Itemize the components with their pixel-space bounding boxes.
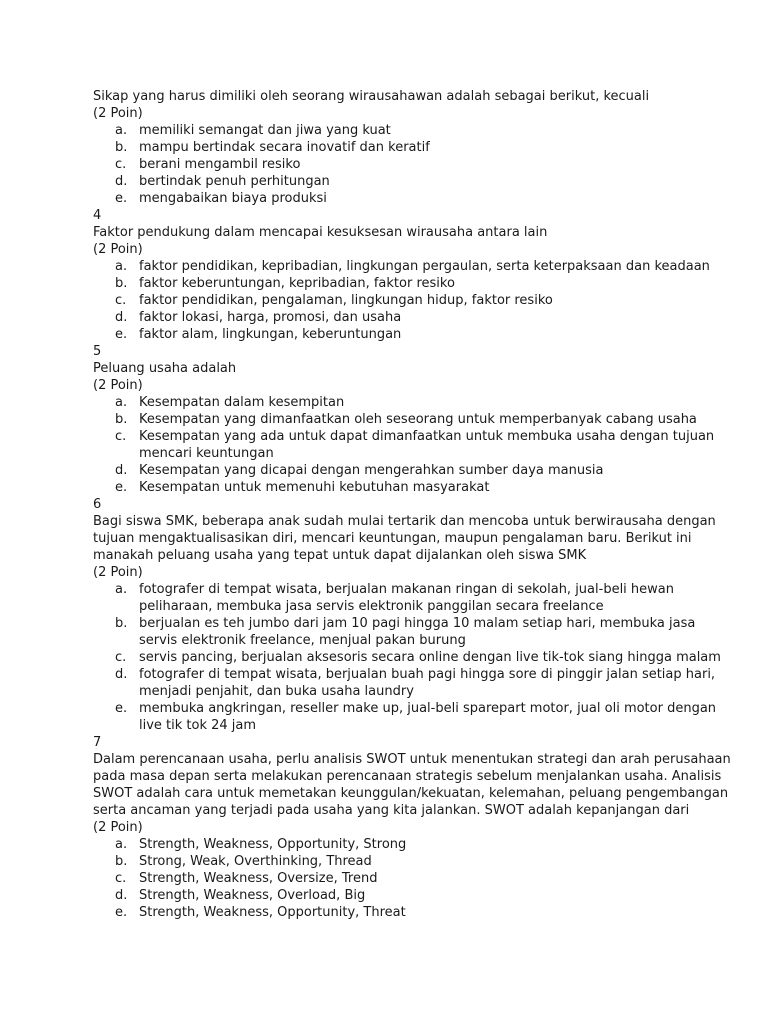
question-text: Sikap yang harus dimiliki oleh seorang wirausahawan adalah sebagai berikut, kecuali: [93, 89, 650, 104]
question-points: (2 Poin): [93, 106, 143, 121]
option-letter: d.: [115, 888, 128, 903]
answer-option: [93, 462, 683, 479]
question-text: serta ancaman yang terjadi pada usaha yang kita jalankan. SWOT adalah kepanjangan dari: [93, 803, 690, 818]
answer-option: [93, 479, 683, 496]
question-text: SWOT adalah cara untuk memetakan keunggulan/kekuatan, kelemahan, peluang pengembangan: [93, 786, 729, 801]
answer-option: [93, 275, 683, 292]
question-text: Faktor pendukung dalam mencapai kesuksesan wirausaha antara lain: [93, 225, 548, 240]
option-text: Strength, Weakness, Overload, Big: [139, 888, 366, 903]
question-block: [93, 496, 721, 734]
option-text: menjadi penjahit, dan buka usaha laundry: [139, 684, 414, 699]
option-letter: d.: [115, 174, 128, 189]
option-letter: b.: [115, 412, 128, 427]
answer-option: [93, 428, 715, 462]
option-letter: a.: [115, 395, 128, 410]
option-letter: a.: [115, 582, 128, 597]
option-letter: d.: [115, 463, 128, 478]
question-number: 5: [93, 344, 102, 359]
option-letter: e.: [115, 701, 128, 716]
option-text: memiliki semangat dan jiwa yang kuat: [139, 123, 391, 138]
answer-option: [93, 122, 683, 139]
answer-option: [93, 411, 697, 428]
option-letter: b.: [115, 616, 128, 631]
option-text: peliharaan, membuka jasa servis elektronik panggilan secara freelance: [139, 599, 604, 614]
option-text: faktor keberuntungan, kepribadian, faktor resiko: [139, 276, 455, 291]
question-text: manakah peluang usaha yang tepat untuk dapat dijalankan oleh siswa SMK: [93, 548, 587, 563]
answer-option: [93, 649, 721, 666]
answer-option: [93, 173, 683, 190]
answer-option: [93, 394, 683, 411]
question-points: (2 Poin): [93, 378, 143, 393]
answer-options: [93, 394, 715, 496]
option-text: bertindak penuh perhitungan: [139, 174, 330, 189]
option-letter: a.: [115, 259, 128, 274]
option-text: mengabaikan biaya produksi: [139, 191, 327, 206]
answer-option: [93, 190, 683, 207]
option-text: faktor pendidikan, kepribadian, lingkungan pergaulan, serta keterpaksaan dan keadaan: [139, 259, 710, 274]
option-text: Kesempatan yang ada untuk dapat dimanfaatkan untuk membuka usaha dengan tujuan: [139, 429, 715, 444]
option-text: Kesempatan yang dimanfaatkan oleh seseorang untuk memperbanyak cabang usaha: [139, 412, 697, 427]
option-text: berani mengambil resiko: [139, 157, 301, 172]
option-letter: e.: [115, 191, 128, 206]
answer-options: [93, 122, 683, 207]
question-block: [93, 343, 715, 496]
answer-options: [93, 836, 683, 921]
question-block: [93, 734, 731, 921]
option-text: Strength, Weakness, Opportunity, Threat: [139, 905, 406, 920]
option-text: Kesempatan yang dicapai dengan mengerahkan sumber daya manusia: [139, 463, 604, 478]
question-number: 4: [93, 208, 102, 223]
question-points: (2 Poin): [93, 565, 143, 580]
answer-options: [93, 258, 710, 343]
question-text: pada masa depan serta melakukan perencanaan strategis sebelum menjalankan usaha. Analisis: [93, 769, 722, 784]
option-text: live tik tok 24 jam: [139, 718, 257, 733]
option-letter: c.: [115, 650, 127, 665]
option-letter: a.: [115, 123, 128, 138]
option-text: berjualan es teh jumbo dari jam 10 pagi hingga 10 malam setiap hari, membuka jasa: [139, 616, 696, 631]
answer-option: [93, 156, 683, 173]
option-letter: e.: [115, 327, 128, 342]
answer-option: [93, 666, 716, 700]
answer-option: [93, 853, 683, 870]
question-number: 6: [93, 497, 102, 512]
option-text: faktor lokasi, harga, promosi, dan usaha: [139, 310, 402, 325]
option-text: mencari keuntungan: [139, 446, 274, 461]
question-points: (2 Poin): [93, 242, 143, 257]
question-block: [93, 88, 683, 207]
document-page: [93, 88, 731, 921]
answer-option: [93, 258, 710, 275]
question-block: [93, 207, 710, 343]
option-text: fotografer di tempat wisata, berjualan makanan ringan di sekolah, jual-beli hewan: [139, 582, 674, 597]
answer-option: [93, 870, 683, 887]
option-letter: c.: [115, 429, 127, 444]
answer-option: [93, 309, 683, 326]
option-text: servis pancing, berjualan aksesoris secara online dengan live tik-tok siang hingga malam: [139, 650, 721, 665]
option-text: Kesempatan dalam kesempitan: [139, 395, 345, 410]
option-letter: c.: [115, 157, 127, 172]
answer-option: [93, 904, 683, 921]
option-letter: d.: [115, 667, 128, 682]
answer-option: [93, 292, 683, 309]
option-letter: e.: [115, 905, 128, 920]
option-letter: c.: [115, 871, 127, 886]
answer-option: [93, 326, 683, 343]
option-text: Kesempatan untuk memenuhi kebutuhan masyarakat: [139, 480, 490, 495]
answer-option: [93, 615, 696, 649]
option-letter: e.: [115, 480, 128, 495]
option-letter: b.: [115, 140, 128, 155]
option-text: faktor alam, lingkungan, keberuntungan: [139, 327, 402, 342]
option-text: mampu bertindak secara inovatif dan keratif: [139, 140, 430, 155]
option-text: servis elektronik freelance, menjual pakan burung: [139, 633, 466, 648]
answer-option: [93, 700, 717, 734]
option-text: Strength, Weakness, Opportunity, Strong: [139, 837, 407, 852]
option-text: membuka angkringan, reseller make up, jual-beli sparepart motor, jual oli motor dengan: [139, 701, 717, 716]
question-text: Bagi siswa SMK, beberapa anak sudah mulai tertarik dan mencoba untuk berwirausaha dengan: [93, 514, 716, 529]
question-text: tujuan mengaktualisasikan diri, mencari keuntungan, maupun pengalaman baru. Berikut ini: [93, 531, 692, 546]
answer-option: [93, 581, 683, 615]
option-text: Strength, Weakness, Oversize, Trend: [139, 871, 378, 886]
question-points: (2 Poin): [93, 820, 143, 835]
question-number: 7: [93, 735, 102, 750]
option-text: faktor pendidikan, pengalaman, lingkungan hidup, faktor resiko: [139, 293, 553, 308]
option-text: Strong, Weak, Overthinking, Thread: [139, 854, 372, 869]
option-letter: c.: [115, 293, 127, 308]
option-text: fotografer di tempat wisata, berjualan buah pagi hingga sore di pinggir jalan setiap hari,: [139, 667, 716, 682]
answer-option: [93, 139, 683, 156]
option-letter: b.: [115, 276, 128, 291]
option-letter: b.: [115, 854, 128, 869]
option-letter: d.: [115, 310, 128, 325]
answer-option: [93, 887, 683, 904]
question-text: Peluang usaha adalah: [93, 361, 237, 376]
answer-options: [93, 581, 721, 734]
question-text: Dalam perencanaan usaha, perlu analisis SWOT untuk menentukan strategi dan arah perusahaan: [93, 752, 731, 767]
answer-option: [93, 836, 683, 853]
option-letter: a.: [115, 837, 128, 852]
